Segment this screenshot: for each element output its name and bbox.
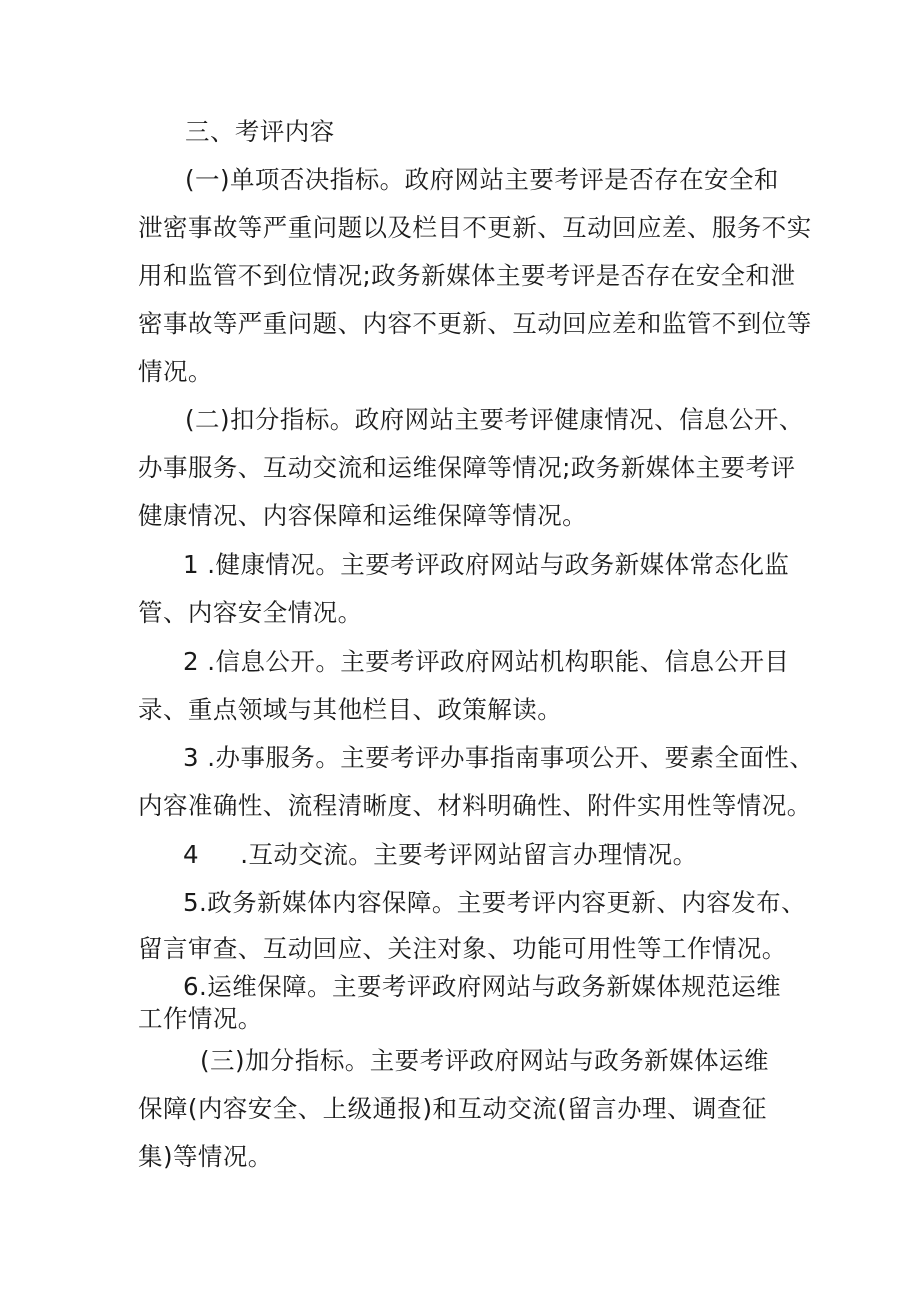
item-3-line-2: 内容准确性、流程清晰度、材料明确性、附件实用性等情况。 bbox=[138, 791, 812, 820]
item-1-line-1: 1 .健康情况。主要考评政府网站与政务新媒体常态化监 bbox=[183, 550, 790, 579]
paragraph-3-line-1: (三)加分指标。主要考评政府网站与政务新媒体运维 bbox=[200, 1046, 769, 1075]
paragraph-1-line-3: 用和监管不到位情况;政务新媒体主要考评是否存在安全和泄 bbox=[138, 261, 796, 290]
paragraph-3-line-2: 保障(内容安全、上级通报)和互动交流(留言办理、调查征 bbox=[138, 1094, 767, 1123]
paragraph-1-line-2: 泄密事故等严重问题以及栏目不更新、互动回应差、服务不实 bbox=[138, 213, 812, 242]
paragraph-1-line-5: 情况。 bbox=[138, 357, 213, 386]
paragraph-1-line-4: 密事故等严重问题、内容不更新、互动回应差和监管不到位等 bbox=[138, 309, 812, 338]
item-4-line-1: 4 .互动交流。主要考评网站留言办理情况。 bbox=[183, 840, 698, 869]
paragraph-2-line-2: 办事服务、互动交流和运维保障等情况;政务新媒体主要考评 bbox=[138, 453, 796, 482]
paragraph-2-line-3: 健康情况、内容保障和运维保障等情况。 bbox=[138, 501, 588, 530]
paragraph-3-line-3: 集)等情况。 bbox=[138, 1142, 273, 1171]
paragraph-1-line-1: (一)单项否决指标。政府网站主要考评是否存在安全和 bbox=[185, 165, 779, 194]
item-5-line-1: 5.政务新媒体内容保障。主要考评内容更新、内容发布、 bbox=[183, 888, 807, 917]
item-2-line-2: 录、重点领域与其他栏目、政策解读。 bbox=[138, 695, 563, 724]
item-6-line-2: 工作情况。 bbox=[138, 1004, 263, 1033]
item-2-line-1: 2 .信息公开。主要考评政府网站机构职能、信息公开目 bbox=[183, 647, 790, 676]
item-6-line-1: 6.运维保障。主要考评政府网站与政务新媒体规范运维 bbox=[183, 972, 782, 1001]
section-heading: 三、考评内容 bbox=[185, 117, 335, 146]
paragraph-2-line-1: (二)扣分指标。政府网站主要考评健康情况、信息公开、 bbox=[185, 405, 804, 434]
item-3-line-1: 3 .办事服务。主要考评办事指南事项公开、要素全面性、 bbox=[183, 743, 815, 772]
item-5-line-2: 留言审查、互动回应、关注对象、功能可用性等工作情况。 bbox=[138, 934, 787, 963]
item-1-line-2: 管、内容安全情况。 bbox=[138, 598, 363, 627]
